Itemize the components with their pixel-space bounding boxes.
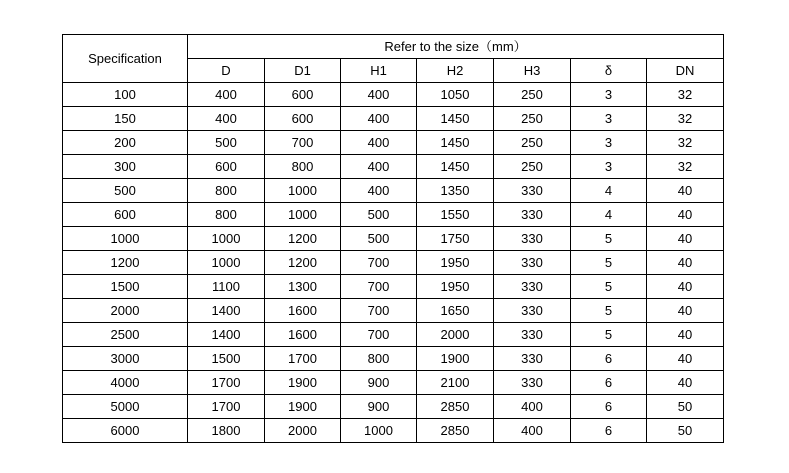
cell-specification: 2000 <box>63 299 188 323</box>
column-header-delta: δ <box>571 59 647 83</box>
cell-d: 600 <box>188 155 265 179</box>
cell-delta: 5 <box>571 251 647 275</box>
cell-h1: 400 <box>341 131 417 155</box>
cell-specification: 1000 <box>63 227 188 251</box>
cell-d1: 1600 <box>265 323 341 347</box>
cell-d: 1000 <box>188 251 265 275</box>
cell-h2: 1950 <box>417 251 494 275</box>
cell-d1: 1600 <box>265 299 341 323</box>
cell-d1: 800 <box>265 155 341 179</box>
table-row <box>63 347 724 371</box>
cell-h2: 2000 <box>417 323 494 347</box>
table-row <box>63 155 724 179</box>
column-header-h3: H3 <box>494 59 571 83</box>
cell-d: 800 <box>188 179 265 203</box>
cell-h1: 700 <box>341 323 417 347</box>
cell-h3: 250 <box>494 107 571 131</box>
cell-h1: 400 <box>341 155 417 179</box>
cell-dn: 40 <box>647 275 724 299</box>
cell-dn: 50 <box>647 395 724 419</box>
cell-d1: 1000 <box>265 179 341 203</box>
cell-d: 1700 <box>188 395 265 419</box>
cell-h1: 400 <box>341 107 417 131</box>
cell-dn: 40 <box>647 371 724 395</box>
cell-dn: 40 <box>647 179 724 203</box>
cell-h3: 330 <box>494 251 571 275</box>
cell-delta: 4 <box>571 179 647 203</box>
cell-specification: 6000 <box>63 419 188 443</box>
cell-dn: 40 <box>647 203 724 227</box>
cell-delta: 3 <box>571 155 647 179</box>
cell-specification: 2500 <box>63 323 188 347</box>
cell-d1: 1200 <box>265 251 341 275</box>
cell-h2: 2100 <box>417 371 494 395</box>
cell-delta: 6 <box>571 371 647 395</box>
cell-d1: 600 <box>265 107 341 131</box>
column-header-h1: H1 <box>341 59 417 83</box>
cell-delta: 5 <box>571 227 647 251</box>
cell-h2: 1050 <box>417 83 494 107</box>
cell-d: 1000 <box>188 227 265 251</box>
cell-h3: 330 <box>494 299 571 323</box>
cell-h3: 330 <box>494 323 571 347</box>
cell-h2: 1650 <box>417 299 494 323</box>
cell-specification: 5000 <box>63 395 188 419</box>
table-row <box>63 179 724 203</box>
cell-d1: 1900 <box>265 371 341 395</box>
cell-dn: 50 <box>647 419 724 443</box>
cell-h1: 1000 <box>341 419 417 443</box>
cell-h2: 1550 <box>417 203 494 227</box>
cell-specification: 300 <box>63 155 188 179</box>
cell-h3: 330 <box>494 347 571 371</box>
size-group-header: Refer to the size（mm） <box>188 35 724 59</box>
cell-d: 500 <box>188 131 265 155</box>
cell-delta: 5 <box>571 299 647 323</box>
cell-h3: 330 <box>494 203 571 227</box>
cell-dn: 40 <box>647 347 724 371</box>
cell-d1: 1300 <box>265 275 341 299</box>
cell-delta: 5 <box>571 275 647 299</box>
cell-dn: 40 <box>647 227 724 251</box>
cell-dn: 32 <box>647 131 724 155</box>
cell-h3: 250 <box>494 155 571 179</box>
cell-specification: 500 <box>63 179 188 203</box>
cell-delta: 3 <box>571 107 647 131</box>
cell-h2: 2850 <box>417 395 494 419</box>
cell-d1: 700 <box>265 131 341 155</box>
cell-d1: 1700 <box>265 347 341 371</box>
cell-h3: 400 <box>494 419 571 443</box>
cell-delta: 3 <box>571 131 647 155</box>
cell-h2: 1900 <box>417 347 494 371</box>
cell-h1: 700 <box>341 299 417 323</box>
cell-dn: 40 <box>647 299 724 323</box>
cell-h2: 1450 <box>417 131 494 155</box>
cell-h1: 500 <box>341 203 417 227</box>
column-header-h2: H2 <box>417 59 494 83</box>
cell-h1: 400 <box>341 83 417 107</box>
cell-d1: 1200 <box>265 227 341 251</box>
cell-d1: 2000 <box>265 419 341 443</box>
cell-h1: 500 <box>341 227 417 251</box>
table-row <box>63 107 724 131</box>
cell-h1: 800 <box>341 347 417 371</box>
cell-dn: 32 <box>647 155 724 179</box>
cell-d: 1500 <box>188 347 265 371</box>
table-header <box>63 35 724 83</box>
cell-dn: 32 <box>647 107 724 131</box>
table-row <box>63 131 724 155</box>
cell-specification: 100 <box>63 83 188 107</box>
table-row <box>63 227 724 251</box>
cell-dn: 40 <box>647 323 724 347</box>
cell-h3: 400 <box>494 395 571 419</box>
cell-h3: 250 <box>494 131 571 155</box>
cell-d: 1400 <box>188 323 265 347</box>
cell-specification: 200 <box>63 131 188 155</box>
cell-h2: 2850 <box>417 419 494 443</box>
column-header-d: D <box>188 59 265 83</box>
cell-h3: 330 <box>494 179 571 203</box>
cell-d: 1700 <box>188 371 265 395</box>
cell-h1: 900 <box>341 371 417 395</box>
cell-h1: 900 <box>341 395 417 419</box>
cell-h1: 700 <box>341 275 417 299</box>
table-row <box>63 275 724 299</box>
cell-d1: 1000 <box>265 203 341 227</box>
cell-d: 800 <box>188 203 265 227</box>
cell-d: 1800 <box>188 419 265 443</box>
cell-h2: 1950 <box>417 275 494 299</box>
cell-h2: 1450 <box>417 107 494 131</box>
cell-d: 1400 <box>188 299 265 323</box>
cell-h3: 330 <box>494 275 571 299</box>
cell-dn: 32 <box>647 83 724 107</box>
cell-delta: 3 <box>571 83 647 107</box>
cell-d1: 1900 <box>265 395 341 419</box>
cell-h3: 330 <box>494 227 571 251</box>
cell-dn: 40 <box>647 251 724 275</box>
cell-delta: 5 <box>571 323 647 347</box>
cell-h3: 330 <box>494 371 571 395</box>
cell-h2: 1450 <box>417 155 494 179</box>
table-body <box>63 83 724 443</box>
cell-d: 400 <box>188 107 265 131</box>
table-row <box>63 419 724 443</box>
cell-h2: 1750 <box>417 227 494 251</box>
cell-specification: 1500 <box>63 275 188 299</box>
cell-delta: 6 <box>571 347 647 371</box>
table-row <box>63 323 724 347</box>
cell-specification: 600 <box>63 203 188 227</box>
cell-d: 400 <box>188 83 265 107</box>
table-row <box>63 251 724 275</box>
cell-d1: 600 <box>265 83 341 107</box>
cell-delta: 6 <box>571 395 647 419</box>
specification-table <box>62 34 724 443</box>
table-row <box>63 395 724 419</box>
cell-h2: 1350 <box>417 179 494 203</box>
cell-specification: 4000 <box>63 371 188 395</box>
cell-specification: 3000 <box>63 347 188 371</box>
cell-specification: 150 <box>63 107 188 131</box>
cell-delta: 6 <box>571 419 647 443</box>
cell-specification: 1200 <box>63 251 188 275</box>
cell-h1: 700 <box>341 251 417 275</box>
cell-h3: 250 <box>494 83 571 107</box>
cell-d: 1100 <box>188 275 265 299</box>
column-header-d1: D1 <box>265 59 341 83</box>
table-row <box>63 299 724 323</box>
cell-h1: 400 <box>341 179 417 203</box>
header-row-group <box>63 35 724 59</box>
table-row <box>63 371 724 395</box>
specification-header: Specification <box>63 35 188 83</box>
column-header-dn: DN <box>647 59 724 83</box>
table-row <box>63 203 724 227</box>
cell-delta: 4 <box>571 203 647 227</box>
table-row <box>63 83 724 107</box>
